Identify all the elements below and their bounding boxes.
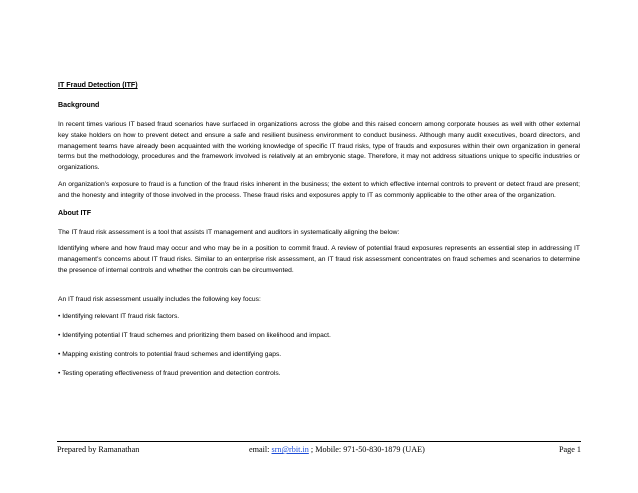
- document-title: IT Fraud Detection (ITF): [58, 81, 138, 89]
- prepared-by-text: Prepared by Ramanathan: [57, 445, 140, 454]
- bullet-item: • Identifying potential IT fraud schemes and prioritizing them based on likelihood and impact.: [58, 331, 331, 339]
- contact-info: [249, 444, 425, 456]
- background-heading: Background: [58, 101, 100, 109]
- email-link[interactable]: srn@rbit.in: [271, 445, 309, 454]
- bullet-item: • Identifying relevant IT fraud risk factors.: [58, 312, 180, 320]
- about-paragraph-2: Identifying where and how fraud may occur and who may be in a position to commit fraud. A review of potential fraud exposures represents an essential step in addressing IT management’s concerns about IT fraud risks. Similar to an enterprise risk assessment, an IT fraud risk assessment concentrates on fraud schemes and scenarios to determine the presence of internal controls and whether the controls can be circumvented.: [58, 245, 580, 274]
- background-paragraph-2: An organization’s exposure to fraud is a function of the fraud risks inherent in the business; the extent to which effective internal controls to prevent or detect fraud are present; and the honesty and integrity of those involved in the process. These fraud risks and exposures apply to IT as commonly applicable to the other area of the organization.: [58, 180, 580, 199]
- document-body: [58, 80, 580, 388]
- page-number: Page 1: [558, 445, 581, 454]
- bullet-item: • Mapping existing controls to potential fraud schemes and identifying gaps.: [58, 350, 282, 358]
- background-paragraph-1: In recent times various IT based fraud scenarios have surfaced in organizations across the globe and this raised concern among corporate houses as well with other external key stake holders on how to prevent detect and ensure a safe and resilient business environment to conduct business. Although many audit executives, board directors, and management teams have already been acquainted with the working knowledge of specific IT fraud risks, type of frauds and exposures within their own organization in general terms but the methodology, procedures and the framework involved is relatively at an embryonic stage. Therefore, it may not address situations unique to specific industries or organizations.: [58, 121, 580, 172]
- paragraph-spacer: [58, 279, 580, 295]
- focus-intro: An IT fraud risk assessment usually includes the following key focus:: [58, 295, 261, 303]
- about-heading: About ITF: [58, 208, 92, 217]
- email-label: email:: [249, 445, 272, 454]
- footer-divider: [57, 441, 581, 442]
- about-paragraph-1: The IT fraud risk assessment is a tool that assists IT management and auditors in systematically aligning the below:: [58, 228, 400, 236]
- mobile-text: ; Mobile: 971-50-830-1879 (UAE): [308, 445, 425, 454]
- page-footer: [57, 444, 581, 460]
- bullet-item: • Testing operating effectiveness of fraud prevention and detection controls.: [58, 369, 281, 377]
